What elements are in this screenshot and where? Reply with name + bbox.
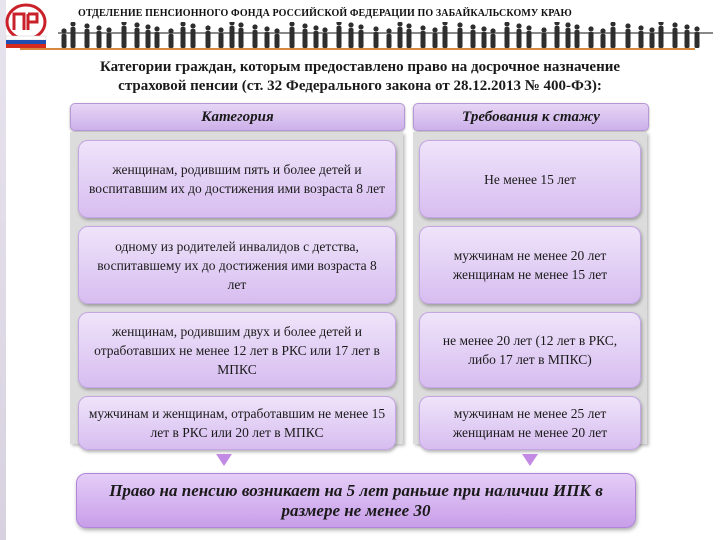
conclusion-box: Право на пенсию возникает на 5 лет раньше при наличии ИПК в размере не менее 30	[76, 473, 636, 528]
header	[0, 0, 720, 55]
requirement-cell-4: мужчинам не менее 25 лет женщинам не менее 20 лет	[419, 396, 641, 450]
requirement-cell-3: не менее 20 лет (12 лет в РКС, либо 17 лет в МПКС)	[419, 312, 641, 388]
people-silhouettes-icon	[58, 22, 713, 48]
pension-fund-logo-icon	[4, 2, 48, 50]
category-cell-3: женщинам, родившим двух и более детей и отработавших не менее 12 лет в РКС или 17 лет в МПКС	[78, 312, 396, 388]
organization-title: ОТДЕЛЕНИЕ ПЕНСИОННОГО ФОНДА РОССИЙСКОЙ ФЕДЕРАЦИИ ПО ЗАБАЙКАЛЬСКОМУ КРАЮ	[78, 8, 572, 19]
requirement-cell-1: Не менее 15 лет	[419, 140, 641, 218]
category-cell-1: женщинам, родившим пять и более детей и воспитавшим их до достижения ими возраста 8 лет	[78, 140, 396, 218]
left-edge-stripe	[0, 0, 6, 540]
category-cell-2: одному из родителей инвалидов с детства, воспитавшему их до достижения ими возраста 8 лет	[78, 226, 396, 304]
page-title-line-2: страховой пенсии (ст. 32 Федерального закона от 28.12.2013 № 400-ФЗ):	[118, 78, 602, 94]
arrow-down-icon	[216, 454, 232, 466]
page-title-line-1: Категории граждан, которым предоставлено право на досрочное назначение	[99, 59, 621, 75]
page-title	[20, 58, 700, 96]
category-cell-4: мужчинам и женщинам, отработавшим не менее 15 лет в РКС или 20 лет в МПКС	[78, 396, 396, 450]
header-divider	[20, 48, 695, 50]
column-header-category: Категория	[70, 103, 405, 131]
arrow-down-icon	[522, 454, 538, 466]
requirement-cell-2: мужчинам не менее 20 лет женщинам не менее 15 лет	[419, 226, 641, 304]
column-header-requirements: Требования к стажу	[413, 103, 649, 131]
